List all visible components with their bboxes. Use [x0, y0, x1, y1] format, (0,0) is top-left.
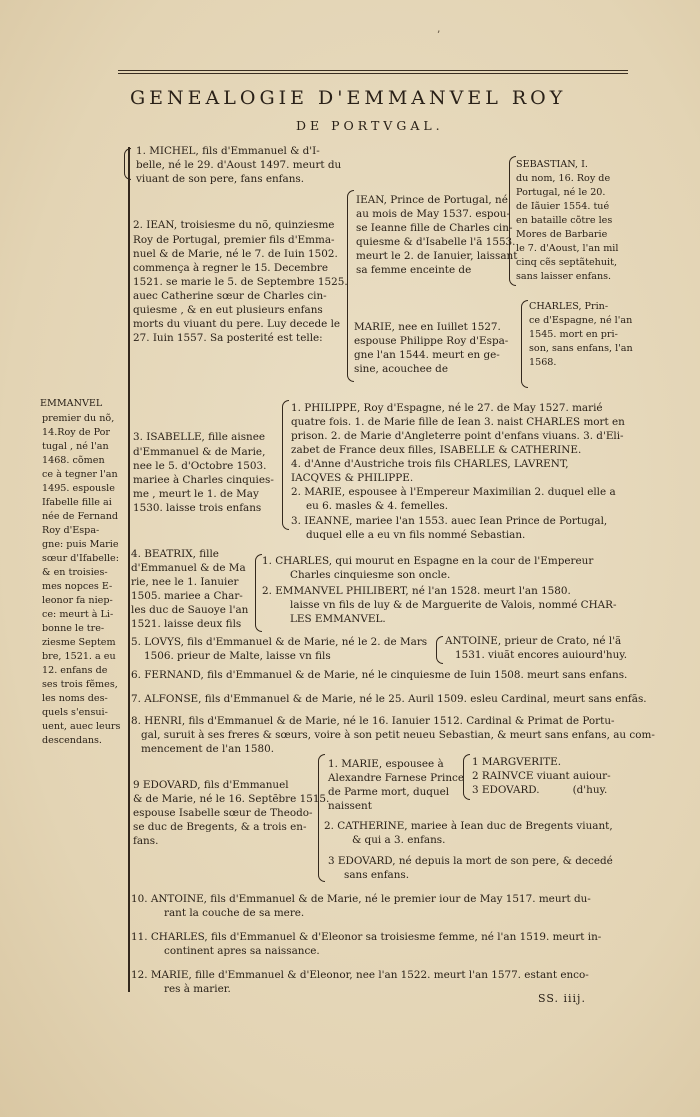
alfonse-entry: 7. ALFONSE, fils d'Emmanuel & de Marie, né le 25. Auril 1509. esleu Cardinal, meurt sans enfãs. — [131, 693, 647, 705]
isabelle-entry: 3. ISABELLE, fille aisnee — [133, 431, 266, 443]
beatrix-entry: rie, nee le 1. Ianuier — [131, 576, 239, 588]
page-subtitle: DE PORTVGAL. — [296, 118, 444, 133]
charles-entry: continent apres sa naissance. — [164, 945, 320, 957]
brace — [509, 156, 516, 286]
farnese-children-entry: 2 RAINVCE viuant auiour- — [472, 770, 611, 782]
sebastian-entry: Portugal, né le 20. — [516, 187, 606, 198]
sebastian-entry: en bataille cõtre les — [516, 215, 613, 226]
emmanuel-philibert-entry: 2. EMMANVEL PHILIBERT, né l'an 1528. meurt l'an 1580. — [262, 585, 571, 597]
edouard-entry: espouse Isabelle sœur de Theodo- — [133, 807, 313, 819]
marie-1527-entry: MARIE, nee en Iuillet 1527. — [354, 321, 501, 333]
iean-entry: nuel & de Marie, né le 7. de Iuin 1502. — [133, 248, 338, 260]
edouard-son-entry: 3 EDOVARD, né depuis la mort de son pere, & decedé — [328, 855, 613, 867]
catherine-entry: 2. CATHERINE, mariee à Iean duc de Bregents viuant, — [324, 820, 613, 832]
henri-entry: gal, suruit à ses freres & sœurs, voire à son petit neueu Sebastian, & meurt sans enfans, au com- — [141, 729, 655, 741]
iean-entry: quiesme , & en eut plusieurs enfans — [133, 304, 323, 316]
side-note-line: EMMANVEL — [40, 398, 103, 409]
marie-1527-entry: sine, acouchee de — [354, 363, 448, 375]
isabelle-entry: 1530. laisse trois enfans — [133, 502, 262, 514]
side-note-line: ziesme Septem — [42, 637, 116, 648]
ieanne-entry: duquel elle a eu vn fils nommé Sebastian. — [306, 529, 526, 541]
catherine-entry: & qui a 3. enfans. — [352, 834, 446, 846]
marie-emp-entry: eu 6. masles & 4. femelles. — [306, 500, 449, 512]
brace — [347, 190, 354, 382]
edouard-entry: se duc de Bregents, & a trois en- — [133, 821, 307, 833]
emmanuel-philibert-entry: LES EMMANVEL. — [290, 613, 386, 625]
charles-savoie-entry: Charles cinquiesme son oncle. — [290, 569, 451, 581]
side-note-line: 12. enfans de — [42, 665, 108, 676]
side-note-line: premier du nõ, — [42, 413, 115, 424]
iean-entry: commença à regner le 15. Decembre — [133, 262, 328, 274]
louys-entry: 5. LOVYS, fils d'Emmanuel & de Marie, né le 2. de Mars — [131, 636, 428, 648]
isabelle-entry: me , meurt le 1. de May — [133, 488, 259, 500]
sebastian-entry: le 7. d'Aoust, l'an mil — [516, 243, 619, 254]
charles-savoie-entry: 1. CHARLES, qui mourut en Espagne en la cour de l'Empereur — [262, 555, 594, 567]
side-note-line: bonne le tre- — [42, 623, 105, 634]
edouard-entry: fans. — [133, 835, 159, 847]
emmanuel-philibert-entry: laisse vn fils de luy & de Marguerite de Valois, nommé CHAR- — [290, 599, 617, 611]
michel-entry: belle, né le 29. d'Aoust 1497. meurt du — [136, 159, 342, 171]
beatrix-entry: d'Emmanuel & de Ma — [131, 562, 246, 574]
iean-entry: 1521. se marie le 5. de Septembre 1525. — [133, 276, 348, 288]
side-note-line: née de Fernand — [42, 511, 119, 522]
side-note-line: 1468. cõmen — [42, 455, 105, 466]
sebastian-entry: du nom, 16. Roy de — [516, 173, 611, 184]
side-note-line: uent, auec leurs — [42, 721, 121, 732]
sebastian-entry: Mores de Barbarie — [516, 229, 608, 240]
side-note-line: bre, 1521. a eu — [42, 651, 116, 662]
top-mark: ’ — [437, 30, 441, 41]
side-note-line: leonor fa niep- — [42, 595, 113, 606]
brace — [282, 400, 289, 530]
marie-1527-entry: gne l'an 1544. meurt en ge- — [354, 349, 500, 361]
beatrix-entry: 4. BEATRIX, fille — [131, 548, 219, 560]
brace — [255, 554, 262, 632]
isabelle-entry: d'Emmanuel & de Marie, — [133, 446, 266, 458]
beatrix-entry: 1521. laisse deux fils — [131, 618, 242, 630]
side-note-line: les noms des- — [42, 693, 108, 704]
marie-emp-entry: 2. MARIE, espousee à l'Empereur Maximilian 2. duquel elle a — [291, 486, 616, 498]
marie-farnese-entry: naissent — [328, 800, 372, 812]
antoine-crato-entry: ANTOINE, prieur de Crato, né l'ã — [445, 635, 622, 647]
side-note-line: ses trois fẽmes, — [42, 679, 118, 690]
edouard-entry: 9 EDOVARD, fils d'Emmanuel — [133, 779, 289, 791]
charles-prince-entry: 1545. mort en pri- — [529, 329, 618, 340]
iean-entry: auec Catherine sœur de Charles cin- — [133, 290, 327, 302]
side-note-line: Ifabelle fille ai — [42, 497, 112, 508]
fernand-entry: 6. FERNAND, fils d'Emmanuel & de Marie, né le cinquiesme de Iuin 1508. meurt sans enfans. — [131, 669, 628, 681]
farnese-children-entry: 3 EDOVARD. (d'huy. — [472, 784, 608, 796]
farnese-children-entry: 1 MARGVERITE. — [472, 756, 562, 768]
side-note-line: ce: meurt à Li- — [42, 609, 114, 620]
signature-mark: SS. iiij. — [538, 992, 586, 1005]
charles-prince-entry: son, sans enfans, l'an — [529, 343, 633, 354]
iean-prince-entry: au mois de May 1537. espou- — [356, 208, 511, 220]
side-note-line: mes nopces E- — [42, 581, 113, 592]
top-rule — [118, 70, 628, 71]
marie-farnese-entry: de Parme mort, duquel — [328, 786, 450, 798]
iean-entry: Roy de Portugal, premier fils d'Emma- — [133, 234, 335, 246]
ieanne-entry: 3. IEANNE, mariee l'an 1553. auec Iean Prince de Portugal, — [291, 515, 608, 527]
marie-12-entry: res à marier. — [164, 983, 231, 995]
marie-farnese-entry: 1. MARIE, espousee à — [328, 758, 444, 770]
iean-entry: 27. Iuin 1557. Sa posterité est telle: — [133, 332, 323, 344]
side-note-line: Roy d'Espa- — [42, 525, 100, 536]
sebastian-entry: SEBASTIAN, I. — [516, 159, 588, 170]
michel-entry: viuant de son pere, fans enfans. — [136, 173, 305, 185]
louys-entry: 1506. prieur de Malte, laisse vn fils — [144, 650, 331, 662]
charles-entry: 11. CHARLES, fils d'Emmanuel & d'Eleonor sa troisiesme femme, né l'an 1519. meurt in- — [131, 931, 602, 943]
antoine-crato-entry: 1531. viuãt encores auiourd'huy. — [455, 649, 628, 661]
charles-prince-entry: CHARLES, Prin- — [529, 301, 609, 312]
iean-prince-entry: se Ieanne fille de Charles cin- — [356, 222, 513, 234]
brace — [436, 636, 443, 664]
genealogy-spine — [128, 147, 130, 992]
brace — [124, 148, 131, 180]
marie-1527-entry: espouse Philippe Roy d'Espa- — [354, 335, 509, 347]
side-note-line: 1495. espousle — [42, 483, 115, 494]
side-note-line: sœur d'Ifabelle: — [42, 553, 119, 564]
side-note-line: gne: puis Marie — [42, 539, 119, 550]
brace — [463, 754, 470, 800]
beatrix-entry: 1505. mariee a Char- — [131, 590, 243, 602]
iean-prince-entry: quiesme & d'Isabelle l'ã 1553. — [356, 236, 516, 248]
philippe-entry: 1. PHILIPPE, Roy d'Espagne, né le 27. de May 1527. marié — [291, 402, 603, 414]
philippe-entry: zabet de France deux filles, ISABELLE & CATHERINE. — [291, 444, 582, 456]
charles-prince-entry: ce d'Espagne, né l'an — [529, 315, 633, 326]
iean-entry: 2. IEAN, troisiesme du nõ, quinziesme — [133, 219, 335, 231]
iean-entry: morts du viuant du pere. Luy decede le — [133, 318, 341, 330]
brace — [318, 754, 325, 882]
sebastian-entry: cinq cẽs septãtehuit, — [516, 257, 618, 268]
side-note-line: descendans. — [42, 735, 102, 746]
side-note-line: quels s'ensui- — [42, 707, 108, 718]
page-title: GENEALOGIE D'EMMANVEL ROY — [130, 87, 567, 109]
side-note-line: tugal , né l'an — [42, 441, 109, 452]
marie-12-entry: 12. MARIE, fille d'Emmanuel & d'Eleonor, nee l'an 1522. meurt l'an 1577. estant enco- — [131, 969, 589, 981]
top-rule-inner — [118, 73, 628, 74]
beatrix-entry: les duc de Sauoye l'an — [131, 604, 249, 616]
philippe-entry: IACQVES & PHILIPPE. — [291, 472, 414, 484]
iean-prince-entry: IEAN, Prince de Portugal, né — [356, 194, 508, 206]
isabelle-entry: mariee à Charles cinquies- — [133, 474, 274, 486]
iean-prince-entry: sa femme enceinte de — [356, 264, 472, 276]
iean-prince-entry: meurt le 2. de Ianuier, laissant — [356, 250, 518, 262]
side-note-line: & en troisies- — [42, 567, 108, 578]
antoine-entry: 10. ANTOINE, fils d'Emmanuel & de Marie, né le premier iour de May 1517. meurt du- — [131, 893, 591, 905]
marie-farnese-entry: Alexandre Farnese Prince — [328, 772, 465, 784]
edouard-son-entry: sans enfans. — [344, 869, 410, 881]
sebastian-entry: sans laisser enfans. — [516, 271, 612, 282]
philippe-entry: quatre fois. 1. de Marie fille de Iean 3. naist CHARLES mort en — [291, 416, 625, 428]
michel-entry: 1. MICHEL, fils d'Emmanuel & d'I- — [136, 145, 320, 157]
side-note-line: ce à tegner l'an — [42, 469, 118, 480]
philippe-entry: prison. 2. de Marie d'Angleterre point d'enfans viuans. 3. d'Eli- — [291, 430, 624, 442]
henri-entry: 8. HENRI, fils d'Emmanuel & de Marie, né le 16. Ianuier 1512. Cardinal & Primat de Portu- — [131, 715, 615, 727]
henri-entry: mencement de l'an 1580. — [141, 743, 275, 755]
sebastian-entry: de Iãuier 1554. tué — [516, 201, 610, 212]
antoine-entry: rant la couche de sa mere. — [164, 907, 305, 919]
side-note-line: 14.Roy de Por — [42, 427, 111, 438]
isabelle-entry: nee le 5. d'Octobre 1503. — [133, 460, 267, 472]
brace — [521, 300, 528, 388]
philippe-entry: 4. d'Anne d'Austriche trois fils CHARLES, LAVRENT, — [291, 458, 569, 470]
charles-prince-entry: 1568. — [529, 357, 557, 368]
edouard-entry: & de Marie, né le 16. Septẽbre 1515. — [133, 793, 330, 805]
